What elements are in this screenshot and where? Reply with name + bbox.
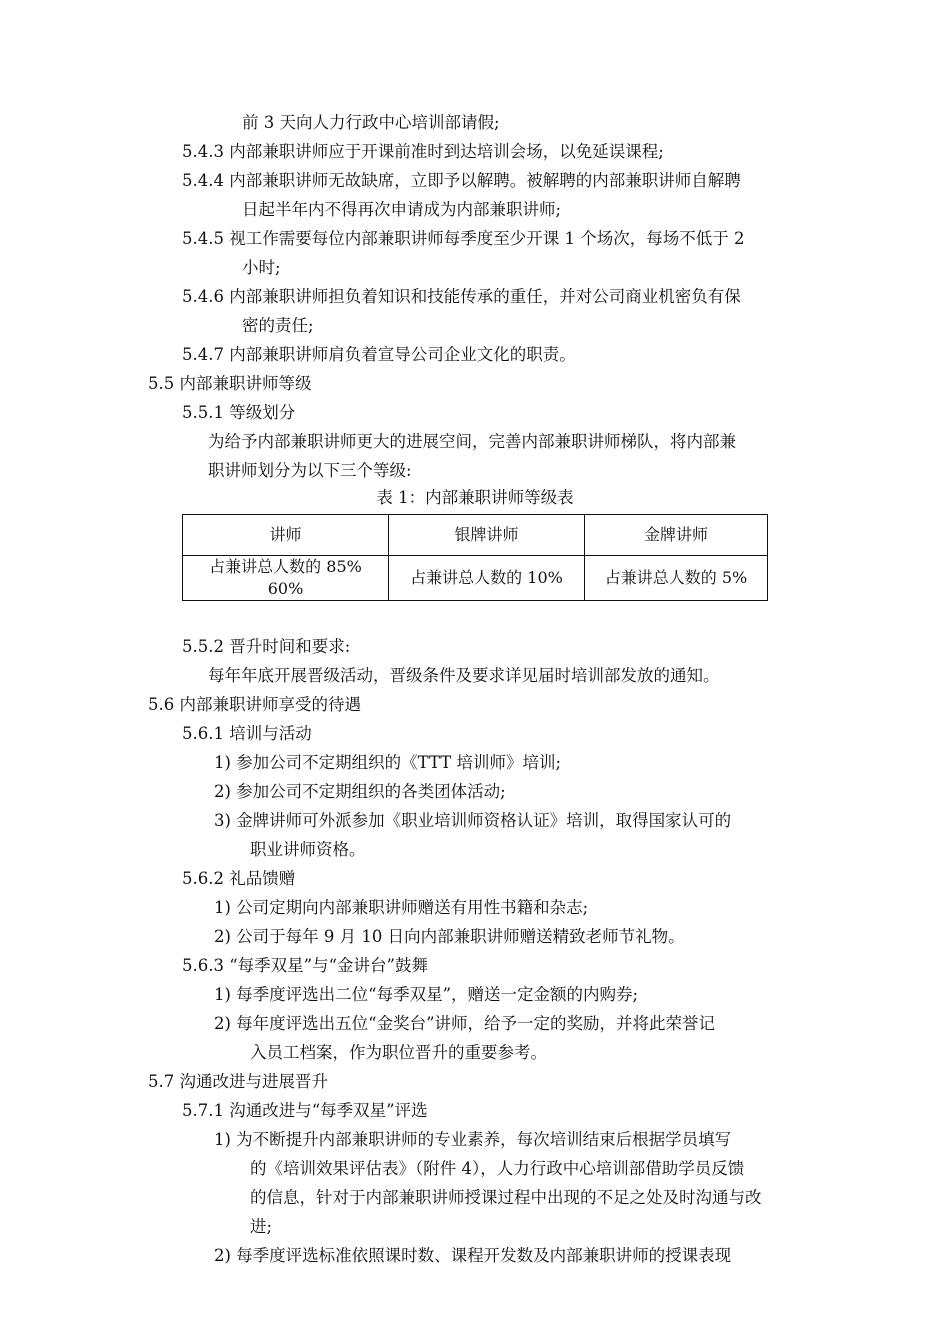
cell-silver-ratio: 占兼讲总人数的 10% bbox=[389, 556, 585, 601]
text-line: 职讲师划分为以下三个等级: bbox=[208, 461, 412, 480]
text-line: 5.7.1 沟通改进与“每季双星”评选 bbox=[182, 1101, 428, 1120]
table-row bbox=[183, 556, 768, 601]
text-line: 3) 金牌讲师可外派参加《职业培训师资格认证》培训，取得国家认可的 bbox=[214, 811, 732, 830]
text-line: 职业讲师资格。 bbox=[250, 840, 366, 859]
text-line: 的信息，针对于内部兼职讲师授课过程中出现的不足之处及时沟通与改 bbox=[250, 1188, 762, 1207]
text-line: 5.4.4 内部兼职讲师无故缺席，立即予以解聘。被解聘的内部兼职讲师自解聘 bbox=[182, 171, 741, 190]
text-line: 1) 每季度评选出二位“每季双星”，赠送一定金额的内购券; bbox=[214, 985, 639, 1004]
text-line: 1) 参加公司不定期组织的《TTT 培训师》培训; bbox=[214, 753, 562, 772]
text-line: 密的责任; bbox=[242, 316, 314, 335]
text-line: 1) 为不断提升内部兼职讲师的专业素养，每次培训结束后根据学员填写 bbox=[214, 1130, 732, 1149]
text-line: 5.5.1 等级划分 bbox=[182, 403, 296, 422]
text-line: 5.6 内部兼职讲师享受的待遇 bbox=[148, 695, 361, 714]
lecturer-grade-table bbox=[182, 514, 768, 601]
text-line: 日起半年内不得再次申请成为内部兼职讲师; bbox=[242, 200, 562, 219]
text-line: 5.4.3 内部兼职讲师应于开课前准时到达培训会场，以免延误课程; bbox=[182, 142, 664, 161]
text-line: 2) 每季度评选标准依照课时数、课程开发数及内部兼职讲师的授课表现 bbox=[214, 1246, 732, 1265]
text-line: 前 3 天向人力行政中心培训部请假; bbox=[242, 113, 500, 132]
text-line: 每年年底开展晋级活动，晋级条件及要求详见届时培训部发放的通知。 bbox=[208, 666, 720, 685]
text-line: 小时; bbox=[242, 258, 281, 277]
text-line: 5.4.7 内部兼职讲师肩负着宣导公司企业文化的职责。 bbox=[182, 345, 576, 364]
cell-lecturer-ratio: 占兼讲总人数的 85% 60% bbox=[183, 556, 389, 601]
text-line: 2) 公司于每年 9 月 10 日向内部兼职讲师赠送精致老师节礼物。 bbox=[214, 927, 685, 946]
text-line: 1) 公司定期向内部兼职讲师赠送有用性书籍和杂志; bbox=[214, 898, 589, 917]
text-line: 为给予内部兼职讲师更大的进展空间，完善内部兼职讲师梯队，将内部兼 bbox=[208, 432, 736, 451]
header-silver-lecturer: 银牌讲师 bbox=[389, 515, 585, 556]
text-line: 5.6.2 礼品馈赠 bbox=[182, 869, 296, 888]
text-line: 5.5 内部兼职讲师等级 bbox=[148, 374, 312, 393]
cell-gold-ratio: 占兼讲总人数的 5% bbox=[585, 556, 768, 601]
text-line: 5.6.3 “每季双星”与“金讲台”鼓舞 bbox=[182, 956, 428, 975]
text-line: 5.7 沟通改进与进展晋升 bbox=[148, 1072, 328, 1091]
header-lecturer: 讲师 bbox=[183, 515, 389, 556]
text-line: 入员工档案，作为职位晋升的重要参考。 bbox=[250, 1043, 547, 1062]
text-line: 2) 每年度评选出五位“金奖台”讲师，给予一定的奖励，并将此荣誉记 bbox=[214, 1014, 716, 1033]
text-line: 5.6.1 培训与活动 bbox=[182, 724, 312, 743]
header-gold-lecturer: 金牌讲师 bbox=[585, 515, 768, 556]
table-header-row bbox=[183, 515, 768, 556]
text-line: 5.4.6 内部兼职讲师担负着知识和技能传承的重任，并对公司商业机密负有保 bbox=[182, 287, 741, 306]
text-line: 5.4.5 视工作需要每位内部兼职讲师每季度至少开课 1 个场次，每场不低于 2 bbox=[182, 229, 745, 248]
text-line: 的《培训效果评估表》（附件 4），人力行政中心培训部借助学员反馈 bbox=[250, 1159, 745, 1178]
text-line: 进; bbox=[250, 1217, 273, 1236]
table-caption: 表 1：内部兼职讲师等级表 bbox=[376, 488, 574, 507]
text-line: 2) 参加公司不定期组织的各类团体活动; bbox=[214, 782, 506, 801]
text-line: 5.5.2 晋升时间和要求: bbox=[182, 637, 351, 656]
